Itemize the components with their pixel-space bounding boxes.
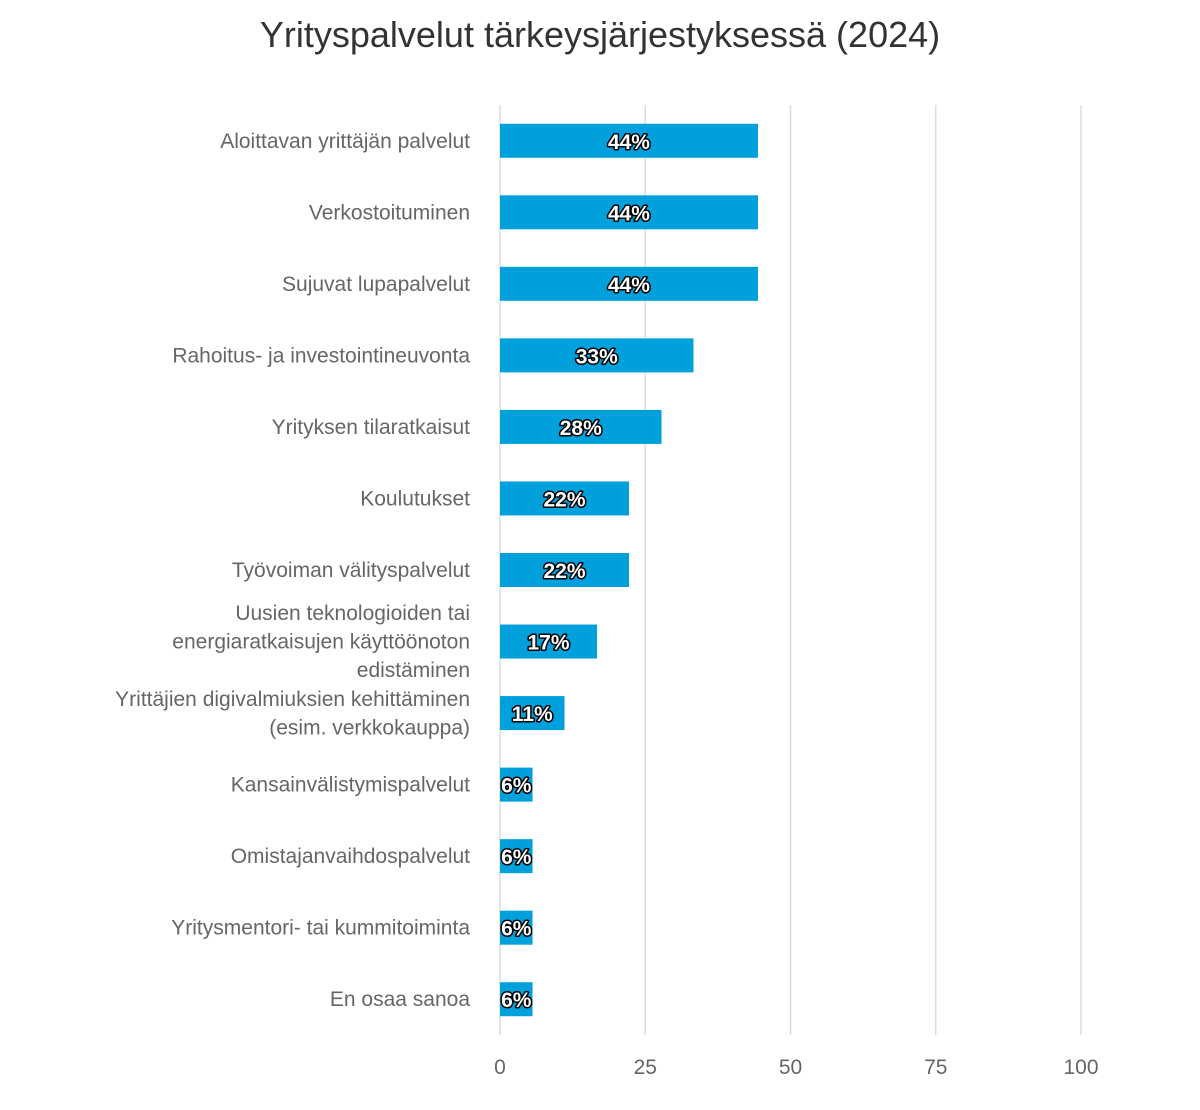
data-label: 17% <box>527 631 570 655</box>
category-label <box>220 130 470 153</box>
data-label: 44% <box>607 130 650 154</box>
category-label-line: Omistajanvaihdospalvelut <box>230 845 470 869</box>
data-label: 22% <box>543 488 586 512</box>
x-tick-label: 0 <box>494 1056 506 1079</box>
category-label-line: Aloittavan yrittäjän palvelut <box>220 129 470 153</box>
data-label: 44% <box>607 273 650 297</box>
category-label <box>330 988 470 1011</box>
category-label-line: Sujuvat lupapalvelut <box>282 272 470 296</box>
data-label: 6% <box>501 917 532 941</box>
data-label: 44% <box>607 202 650 226</box>
category-label-line: Yritysmentori- tai kummitoiminta <box>171 916 470 940</box>
data-label: 28% <box>559 416 602 440</box>
x-tick-label: 100 <box>1063 1056 1099 1079</box>
category-label-line: (esim. verkkokauppa) <box>269 716 470 740</box>
data-label: 22% <box>543 560 586 583</box>
x-tick-label: 50 <box>778 1056 803 1079</box>
x-tick-label: 75 <box>924 1056 948 1079</box>
data-label: 11% <box>511 703 553 727</box>
category-label <box>231 845 470 868</box>
data-label: 6% <box>501 774 532 798</box>
x-axis-ticks <box>494 1056 1098 1079</box>
category-label <box>232 559 470 582</box>
data-label: 33% <box>575 345 618 369</box>
category-labels <box>115 130 470 1011</box>
category-label-line: Yrittäjien digivalmiuksien kehittäminen <box>115 687 470 711</box>
category-label <box>115 688 470 740</box>
category-label <box>309 201 470 224</box>
category-label <box>171 917 470 940</box>
category-label-line: Rahoitus- ja investointineuvonta <box>172 344 470 368</box>
category-label-line: Kansainvälistymispalvelut <box>230 773 470 797</box>
category-label <box>360 487 470 510</box>
category-label-line: edistäminen <box>356 659 470 683</box>
x-tick-label: 25 <box>633 1056 657 1079</box>
category-label-line: Uusien teknologioiden tai <box>235 602 470 626</box>
category-label-line: Koulutukset <box>360 487 470 511</box>
data-label: 6% <box>501 989 532 1013</box>
category-label <box>172 344 470 367</box>
category-label-line: Yrityksen tilaratkaisut <box>271 415 470 439</box>
category-label <box>282 273 470 296</box>
category-label-line: Työvoiman välityspalvelut <box>231 559 470 582</box>
chart-title: Yrityspalvelut tärkeysjärjestyksessä (2024) <box>259 14 941 55</box>
category-label <box>231 774 470 797</box>
bars <box>500 124 758 1016</box>
category-label-line: En osaa sanoa <box>329 988 470 1012</box>
category-label-line: energiaratkaisujen käyttöönoton <box>172 630 470 654</box>
category-label-line: Verkostoituminen <box>308 201 470 225</box>
data-label: 6% <box>501 846 532 870</box>
category-label <box>272 416 471 439</box>
category-label <box>172 602 470 682</box>
